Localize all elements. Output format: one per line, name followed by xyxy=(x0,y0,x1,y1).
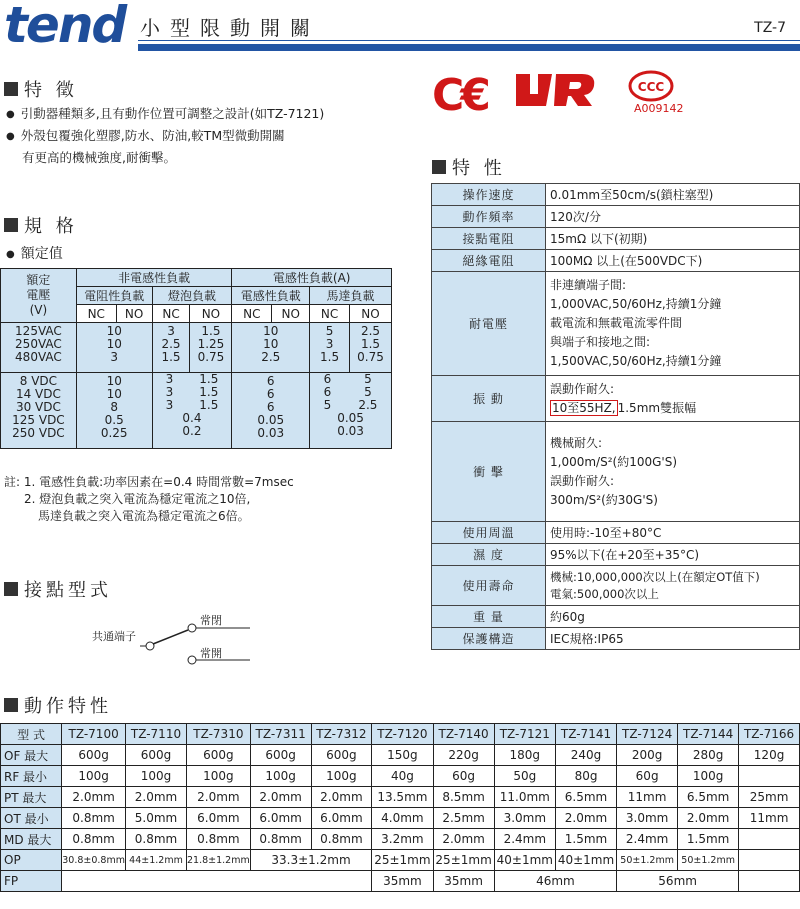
table-cell: 280g xyxy=(678,745,739,766)
resistive-header: 電阻性負載 xyxy=(76,287,152,305)
table-cell: 50±1.2mm xyxy=(678,850,739,871)
operating-table xyxy=(0,723,800,892)
table-row xyxy=(1,829,800,850)
table-cell xyxy=(62,871,372,892)
prop-key: 濕 度 xyxy=(432,544,546,566)
feature-item: ● 引動器種類多,且有動作位置可調整之設計(如TZ-7121) xyxy=(6,104,426,126)
ratings-heading: 規 格 xyxy=(4,212,78,238)
row-label: OP xyxy=(1,850,62,871)
nc-header: NC xyxy=(76,305,116,323)
table-cell: 40±1mm xyxy=(555,850,616,871)
prop-key: 振 動 xyxy=(432,376,546,422)
section-square-icon xyxy=(4,582,18,596)
rated-voltage-header: 額定 電壓 (V) xyxy=(1,269,77,323)
prop-value: 約60g xyxy=(546,606,800,628)
ratings-notes xyxy=(4,474,294,525)
ccc-code: A009142 xyxy=(634,102,684,115)
prop-key: 耐電壓 xyxy=(432,272,546,376)
table-cell: 0.8mm xyxy=(250,829,311,850)
prop-key: 動作頻率 xyxy=(432,206,546,228)
features-heading: 特 徵 xyxy=(4,76,78,102)
table-cell: 6.0mm xyxy=(311,808,372,829)
prop-value: 機械:10,000,000次以上(在額定OT值下) 電氣:500,000次以上 xyxy=(546,566,800,606)
table-cell: 50±1.2mm xyxy=(617,850,678,871)
prop-value: 100MΩ 以上(在500VDC下) xyxy=(546,250,800,272)
type-header: 型 式 xyxy=(1,724,62,745)
table-cell: 2.4mm xyxy=(617,829,678,850)
table-cell: 33.3±1.2mm xyxy=(250,850,372,871)
table-cell: 100g xyxy=(187,766,251,787)
no-header: NO xyxy=(272,305,310,323)
table-row xyxy=(1,724,800,745)
prop-value: 非連續端子間: 1,000VAC,50/60Hz,持續1分鐘 載電流和無載電流零件間 與端子和接地之間: 1,500VAC,50/60Hz,持續1分鐘 xyxy=(546,272,800,376)
table-cell: 0.8mm xyxy=(125,829,186,850)
no-header: NO xyxy=(350,305,392,323)
row-label: FP xyxy=(1,871,62,892)
table-cell: 40±1mm xyxy=(494,850,555,871)
table-cell: 11mm xyxy=(617,787,678,808)
prop-value: 誤動作耐久: 10至55HZ, 1.5mm雙振幅 xyxy=(546,376,800,422)
table-cell: 40g xyxy=(372,766,433,787)
table-cell: 4.0mm xyxy=(372,808,433,829)
table-cell: 6.0mm xyxy=(250,808,311,829)
section-square-icon xyxy=(4,218,18,232)
table-cell: 60g xyxy=(433,766,494,787)
table-cell: 100g xyxy=(678,766,739,787)
properties-heading: 特 性 xyxy=(432,154,506,180)
table-cell: 1.5mm xyxy=(555,829,616,850)
table-cell: 180g xyxy=(494,745,555,766)
feature-item: ● 外殼包覆強化塑膠,防水、防油,較TM型微動開關 xyxy=(6,126,426,148)
prop-value: 95%以下(在+20至+35°C) xyxy=(546,544,800,566)
table-row xyxy=(1,766,800,787)
model-header: TZ-7310 xyxy=(187,724,251,745)
model-header: TZ-7120 xyxy=(372,724,433,745)
non-inductive-header: 非電感性負載 xyxy=(76,269,232,287)
table-cell: 2.0mm xyxy=(678,808,739,829)
table-cell: 2.0mm xyxy=(62,787,126,808)
table-cell: 600g xyxy=(62,745,126,766)
table-cell: 220g xyxy=(433,745,494,766)
nc-header: NC xyxy=(310,305,350,323)
no-header: NO xyxy=(190,305,232,323)
section-square-icon xyxy=(4,82,18,96)
prop-key: 操作速度 xyxy=(432,184,546,206)
table-cell: 44±1.2mm xyxy=(125,850,186,871)
table-cell: 13.5mm xyxy=(372,787,433,808)
table-cell xyxy=(739,871,800,892)
common-terminal-label: 共通端子 xyxy=(92,630,136,643)
svg-text:CCC: CCC xyxy=(637,80,665,94)
table-cell: 1.5mm xyxy=(678,829,739,850)
note-line: 註: 1. 電感性負載:功率因素在=0.4 時間常數=7msec xyxy=(4,475,294,489)
prop-key: 接點電阻 xyxy=(432,228,546,250)
prop-value: 使用時:-10至+80°C xyxy=(546,522,800,544)
features-list xyxy=(6,104,426,168)
table-cell xyxy=(739,850,800,871)
note-line: 馬達負載之突入電流為穩定電流之6倍。 xyxy=(38,509,250,523)
table-cell: 25±1mm xyxy=(433,850,494,871)
ce-mark-icon: C€ xyxy=(432,70,487,121)
table-cell: 25±1mm xyxy=(372,850,433,871)
table-cell: 120g xyxy=(739,745,800,766)
table-cell: 6.0mm xyxy=(187,808,251,829)
model-header: TZ-7144 xyxy=(678,724,739,745)
table-cell xyxy=(739,766,800,787)
table-cell: 6.5mm xyxy=(678,787,739,808)
table-cell: 100g xyxy=(250,766,311,787)
no-header: NO xyxy=(116,305,152,323)
model-code: TZ-7 xyxy=(754,20,786,36)
table-cell: 240g xyxy=(555,745,616,766)
table-cell: 600g xyxy=(187,745,251,766)
section-square-icon xyxy=(4,698,18,712)
table-cell: 0.8mm xyxy=(62,808,126,829)
dc-voltages: 8 VDC 14 VDC 30 VDC 125 VDC 250 VDC xyxy=(1,373,77,449)
ratings-subtitle: ● 額定值 xyxy=(6,244,63,266)
lamp-header: 燈泡負載 xyxy=(152,287,232,305)
prop-value: IEC規格:IP65 xyxy=(546,628,800,650)
feature-item-cont: 有更高的機械強度,耐衝擊。 xyxy=(22,150,176,165)
ac-motor-no: 2.5 1.5 0.75 xyxy=(350,323,392,373)
page-title: 小型限動開關 xyxy=(140,16,320,40)
table-cell: 600g xyxy=(311,745,372,766)
header-thin-rule xyxy=(138,40,800,41)
table-cell: 150g xyxy=(372,745,433,766)
table-cell: 46mm xyxy=(494,871,616,892)
table-cell: 35mm xyxy=(433,871,494,892)
model-header: TZ-7312 xyxy=(311,724,372,745)
table-cell: 3.0mm xyxy=(494,808,555,829)
model-header: TZ-7110 xyxy=(125,724,186,745)
nc-header: NC xyxy=(152,305,190,323)
model-header: TZ-7100 xyxy=(62,724,126,745)
dc-lamp: 3 3 3 1.5 1.5 1.5 0.4 0.2 xyxy=(152,373,232,449)
ur-mark-icon xyxy=(512,70,600,110)
model-header: TZ-7121 xyxy=(494,724,555,745)
inductive-load-header: 電感性負載 xyxy=(232,287,310,305)
table-cell: 35mm xyxy=(372,871,433,892)
note-line: 2. 燈泡負載之突入電流為穩定電流之10倍, xyxy=(24,492,251,506)
ratings-table xyxy=(0,268,392,449)
model-header: TZ-7141 xyxy=(555,724,616,745)
prop-value: 120次/分 xyxy=(546,206,800,228)
table-cell: 5.0mm xyxy=(125,808,186,829)
table-cell: 8.5mm xyxy=(433,787,494,808)
table-cell: 100g xyxy=(125,766,186,787)
model-header: TZ-7124 xyxy=(617,724,678,745)
table-cell xyxy=(739,829,800,850)
table-cell: 30.8±0.8mm xyxy=(62,850,126,871)
section-square-icon xyxy=(432,160,446,174)
row-label: MD 最大 xyxy=(1,829,62,850)
table-cell: 600g xyxy=(125,745,186,766)
ac-motor-nc: 5 3 1.5 xyxy=(310,323,350,373)
table-cell: 25mm xyxy=(739,787,800,808)
no-label: 常開 xyxy=(200,647,222,660)
operating-heading: 動作特性 xyxy=(4,692,112,718)
row-label: OF 最大 xyxy=(1,745,62,766)
prop-value: 0.01mm至50cm/s(鎖柱塞型) xyxy=(546,184,800,206)
table-row xyxy=(1,745,800,766)
table-cell: 100g xyxy=(62,766,126,787)
table-cell: 80g xyxy=(555,766,616,787)
prop-key: 使用壽命 xyxy=(432,566,546,606)
table-cell: 21.8±1.2mm xyxy=(187,850,251,871)
brand-logo: tend xyxy=(4,0,126,54)
table-cell: 200g xyxy=(617,745,678,766)
dc-resistive: 10 10 8 0.5 0.25 xyxy=(76,373,152,449)
table-cell: 2.0mm xyxy=(250,787,311,808)
table-cell: 2.4mm xyxy=(494,829,555,850)
table-cell: 11mm xyxy=(739,808,800,829)
table-row xyxy=(1,871,800,892)
ccc-mark-icon xyxy=(628,70,674,102)
table-cell: 600g xyxy=(250,745,311,766)
table-cell: 0.8mm xyxy=(311,829,372,850)
table-cell: 11.0mm xyxy=(494,787,555,808)
table-cell: 56mm xyxy=(617,871,739,892)
ac-lamp-no: 1.5 1.25 0.75 xyxy=(190,323,232,373)
table-row xyxy=(1,787,800,808)
table-row xyxy=(1,850,800,871)
table-cell: 2.0mm xyxy=(125,787,186,808)
prop-value: 15mΩ 以下(初期) xyxy=(546,228,800,250)
row-label: PT 最大 xyxy=(1,787,62,808)
inductive-header: 電感性負載(A) xyxy=(232,269,392,287)
prop-key: 使用周溫 xyxy=(432,522,546,544)
table-cell: 3.0mm xyxy=(617,808,678,829)
table-cell: 2.0mm xyxy=(433,829,494,850)
prop-key: 絕緣電阻 xyxy=(432,250,546,272)
properties-table xyxy=(431,183,800,650)
table-cell: 0.8mm xyxy=(187,829,251,850)
dc-inductive: 6 6 6 0.05 0.03 xyxy=(232,373,310,449)
table-cell: 100g xyxy=(311,766,372,787)
vibration-range-highlight: 10至55HZ, xyxy=(552,400,616,415)
table-cell: 0.8mm xyxy=(62,829,126,850)
model-header: TZ-7166 xyxy=(739,724,800,745)
row-label: OT 最小 xyxy=(1,808,62,829)
table-cell: 60g xyxy=(617,766,678,787)
model-header: TZ-7140 xyxy=(433,724,494,745)
ac-lamp-nc: 3 2.5 1.5 xyxy=(152,323,190,373)
prop-key: 重 量 xyxy=(432,606,546,628)
row-label: RF 最小 xyxy=(1,766,62,787)
ac-resistive: 10 10 3 xyxy=(76,323,152,373)
table-cell: 3.2mm xyxy=(372,829,433,850)
table-cell: 2.0mm xyxy=(311,787,372,808)
prop-key: 衝 擊 xyxy=(432,422,546,522)
table-cell: 2.0mm xyxy=(555,808,616,829)
ac-inductive: 10 10 2.5 xyxy=(232,323,310,373)
table-cell: 2.0mm xyxy=(187,787,251,808)
model-header: TZ-7311 xyxy=(250,724,311,745)
header-rule xyxy=(138,44,800,51)
nc-header: NC xyxy=(232,305,272,323)
table-cell: 50g xyxy=(494,766,555,787)
table-cell: 6.5mm xyxy=(555,787,616,808)
table-row xyxy=(1,808,800,829)
table-cell: 2.5mm xyxy=(433,808,494,829)
motor-header: 馬達負載 xyxy=(310,287,392,305)
prop-key: 保護構造 xyxy=(432,628,546,650)
contact-heading: 接點型式 xyxy=(4,576,112,602)
dc-motor: 6 6 5 5 5 2.5 0.05 0.03 xyxy=(310,373,392,449)
nc-label: 常閉 xyxy=(200,614,222,627)
prop-value: 機械耐久: 1,000m/S²(約100G'S) 誤動作耐久: 300m/S²(約30G'S) xyxy=(546,422,800,522)
ac-voltages: 125VAC 250VAC 480VAC xyxy=(1,323,77,373)
